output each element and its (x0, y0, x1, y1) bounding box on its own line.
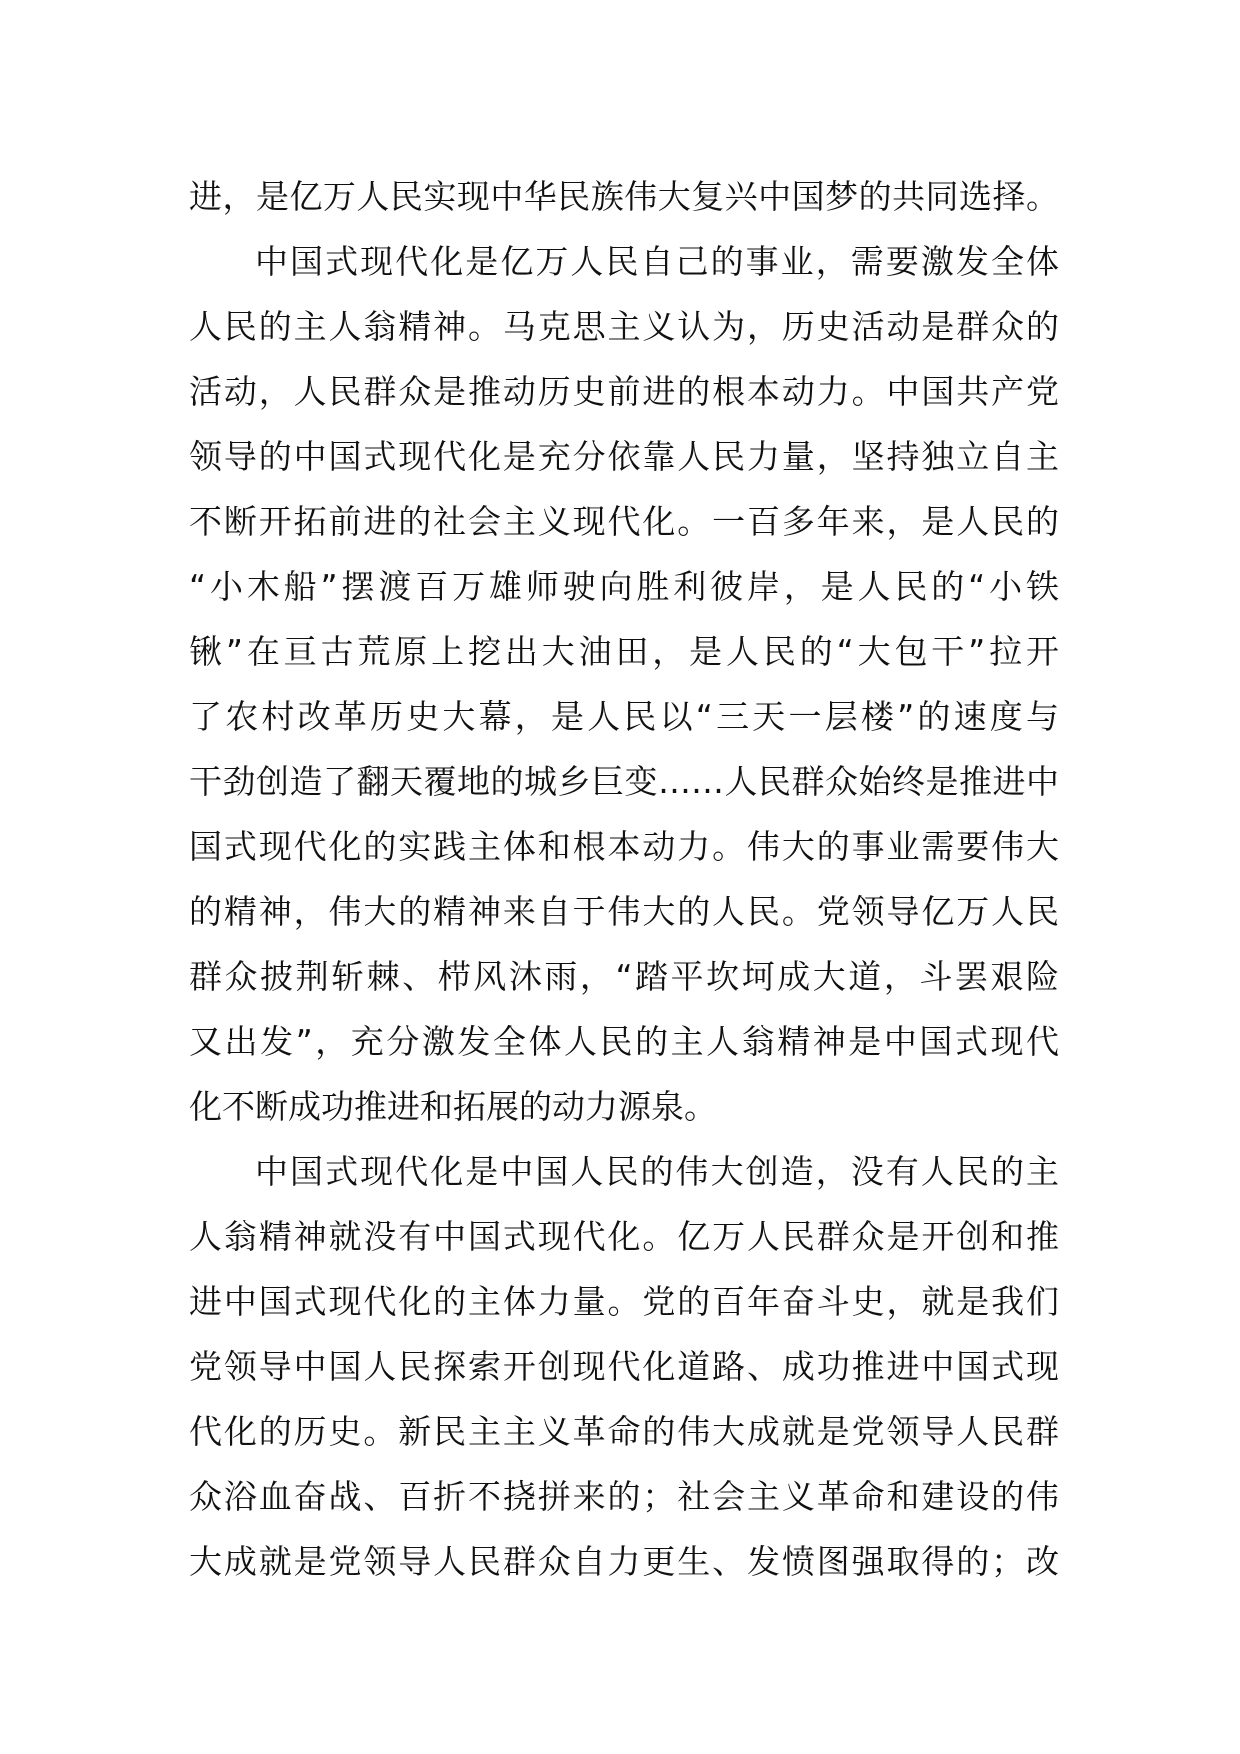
text-line-4: 活动，人民群众是推动历史前进的根本动力。中国共产党 (189, 372, 1059, 411)
text-line-9: 了农村改革历史大幕，是人民以“三天一层楼”的速度与 (189, 697, 1059, 736)
text-line-3: 人民的主人翁精神。马克思主义认为，历史活动是群众的 (189, 307, 1059, 346)
text-line-6: 不断开拓前进的社会主义现代化。一百多年来，是人民的 (189, 502, 1059, 541)
text-line-15: 化不断成功推进和拓展的动力源泉。 (189, 1087, 717, 1126)
text-line-12: 的精神，伟大的精神来自于伟大的人民。党领导亿万人民 (189, 892, 1059, 931)
text-line-10: 干劲创造了翻天覆地的城乡巨变……人民群众始终是推进中 (189, 762, 1059, 801)
text-line-18: 进中国式现代化的主体力量。党的百年奋斗史，就是我们 (189, 1282, 1059, 1321)
text-line-22: 大成就是党领导人民群众自力更生、发愤图强取得的；改 (189, 1542, 1059, 1581)
text-line-21: 众浴血奋战、百折不挠拼来的；社会主义革命和建设的伟 (189, 1477, 1059, 1516)
text-line-5: 领导的中国式现代化是充分依靠人民力量，坚持独立自主 (189, 437, 1059, 476)
text-line-19: 党领导中国人民探索开创现代化道路、成功推进中国式现 (189, 1347, 1059, 1386)
text-line-17: 人翁精神就没有中国式现代化。亿万人民群众是开创和推 (189, 1217, 1059, 1256)
text-line-1: 进，是亿万人民实现中华民族伟大复兴中国梦的共同选择。 (189, 177, 1059, 216)
text-line-7: “小木船”摆渡百万雄师驶向胜利彼岸，是人民的“小铁 (189, 567, 1059, 606)
text-line-11: 国式现代化的实践主体和根本动力。伟大的事业需要伟大 (189, 827, 1059, 866)
text-line-8: 锹”在亘古荒原上挖出大油田，是人民的“大包干”拉开 (189, 632, 1059, 671)
text-line-20: 代化的历史。新民主主义革命的伟大成就是党领导人民群 (189, 1412, 1059, 1451)
text-line-13: 群众披荆斩棘、栉风沐雨，“踏平坎坷成大道，斗罢艰险 (189, 957, 1059, 996)
text-line-2: 中国式现代化是亿万人民自己的事业，需要激发全体 (255, 242, 1059, 281)
text-line-16: 中国式现代化是中国人民的伟大创造，没有人民的主 (255, 1152, 1059, 1191)
body-text (189, 164, 1059, 1594)
text-line-14: 又出发”，充分激发全体人民的主人翁精神是中国式现代 (189, 1022, 1059, 1061)
